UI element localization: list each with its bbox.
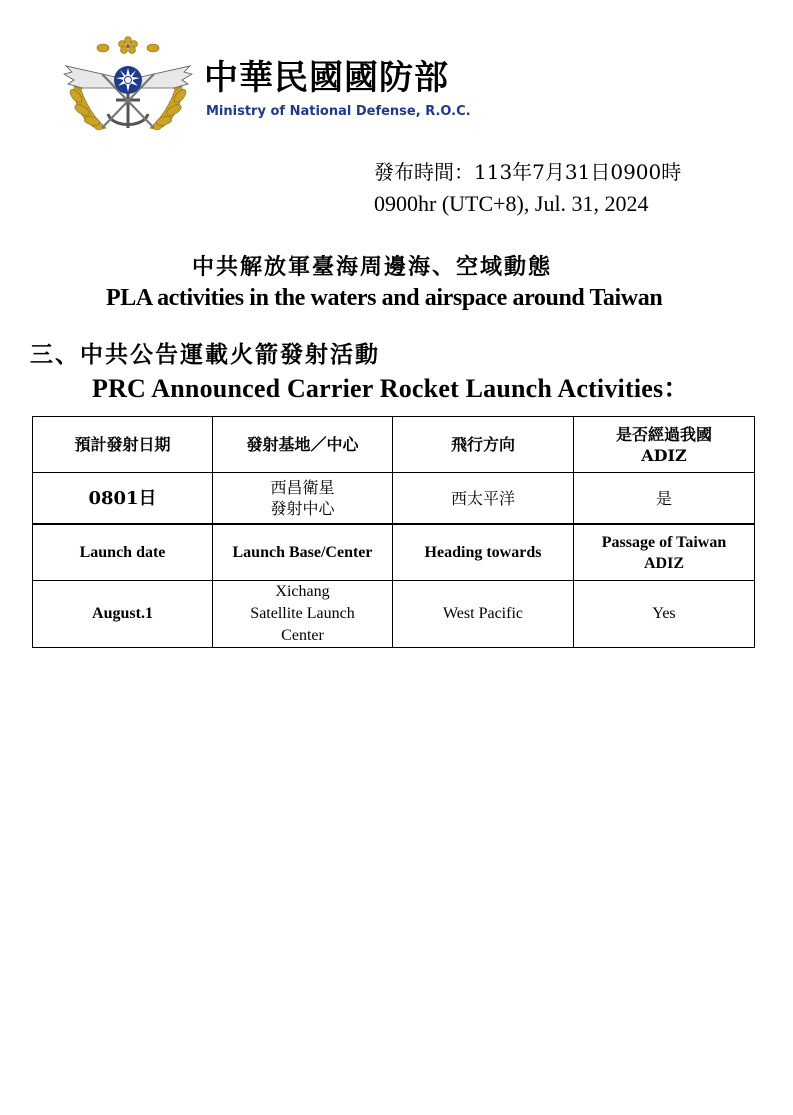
header-cell: Launch date <box>33 525 213 581</box>
heading-cell: West Pacific <box>393 581 574 648</box>
launch-base-line: Center <box>281 627 324 644</box>
header-cell <box>574 525 755 581</box>
section-heading-zh: 三、中共公告運載火箭發射活動 <box>30 341 380 368</box>
header-cell-line: ADIZ <box>641 445 687 465</box>
launch-table-zh <box>32 416 755 524</box>
heading-cell: 西太平洋 <box>393 473 574 524</box>
launch-date-cell: 0801日 <box>33 473 213 524</box>
table-header-row <box>33 417 755 473</box>
mnd-emblem-icon <box>58 30 198 140</box>
launch-base-line: Satellite Launch <box>250 605 355 622</box>
page-title-zh: 中共解放軍臺海周邊海、空域動態 <box>192 254 553 280</box>
table-row <box>33 473 755 524</box>
launch-base-cell <box>213 581 393 648</box>
launch-base-line: 發射中心 <box>270 499 335 518</box>
header-cell: 飛行方向 <box>393 417 574 473</box>
header-cell: Heading towards <box>393 525 574 581</box>
launch-base-line: Xichang <box>275 583 330 600</box>
org-name-en: Ministry of National Defense, R.O.C. <box>206 104 471 119</box>
header-cell: 預計發射日期 <box>33 417 213 473</box>
release-time-zh: 發布時間：113年7月31日0900時 <box>374 160 682 184</box>
launch-table-en <box>32 524 755 648</box>
table-row <box>33 581 755 648</box>
page-title-en: PLA activities in the waters and airspace around Taiwan <box>106 285 663 311</box>
adiz-cell: Yes <box>574 581 755 648</box>
org-name-zh: 中華民國國防部 <box>204 58 449 98</box>
header-cell-line: 是否經過我國 <box>615 424 712 444</box>
header-cell <box>574 417 755 473</box>
release-time-en: 0900hr (UTC+8), Jul. 31, 2024 <box>374 191 649 216</box>
header-cell: Launch Base/Center <box>213 525 393 581</box>
launch-date-cell: August.1 <box>33 581 213 648</box>
header-cell: 發射基地／中心 <box>213 417 393 473</box>
adiz-cell: 是 <box>574 473 755 524</box>
section-heading-en: PRC Announced Carrier Rocket Launch Activities： <box>92 374 690 403</box>
header-cell-line: Passage of Taiwan <box>601 533 727 551</box>
launch-base-line: 西昌衛星 <box>270 478 335 497</box>
launch-base-cell <box>213 473 393 524</box>
table-header-row <box>33 525 755 581</box>
header-cell-line: ADIZ <box>643 554 684 572</box>
